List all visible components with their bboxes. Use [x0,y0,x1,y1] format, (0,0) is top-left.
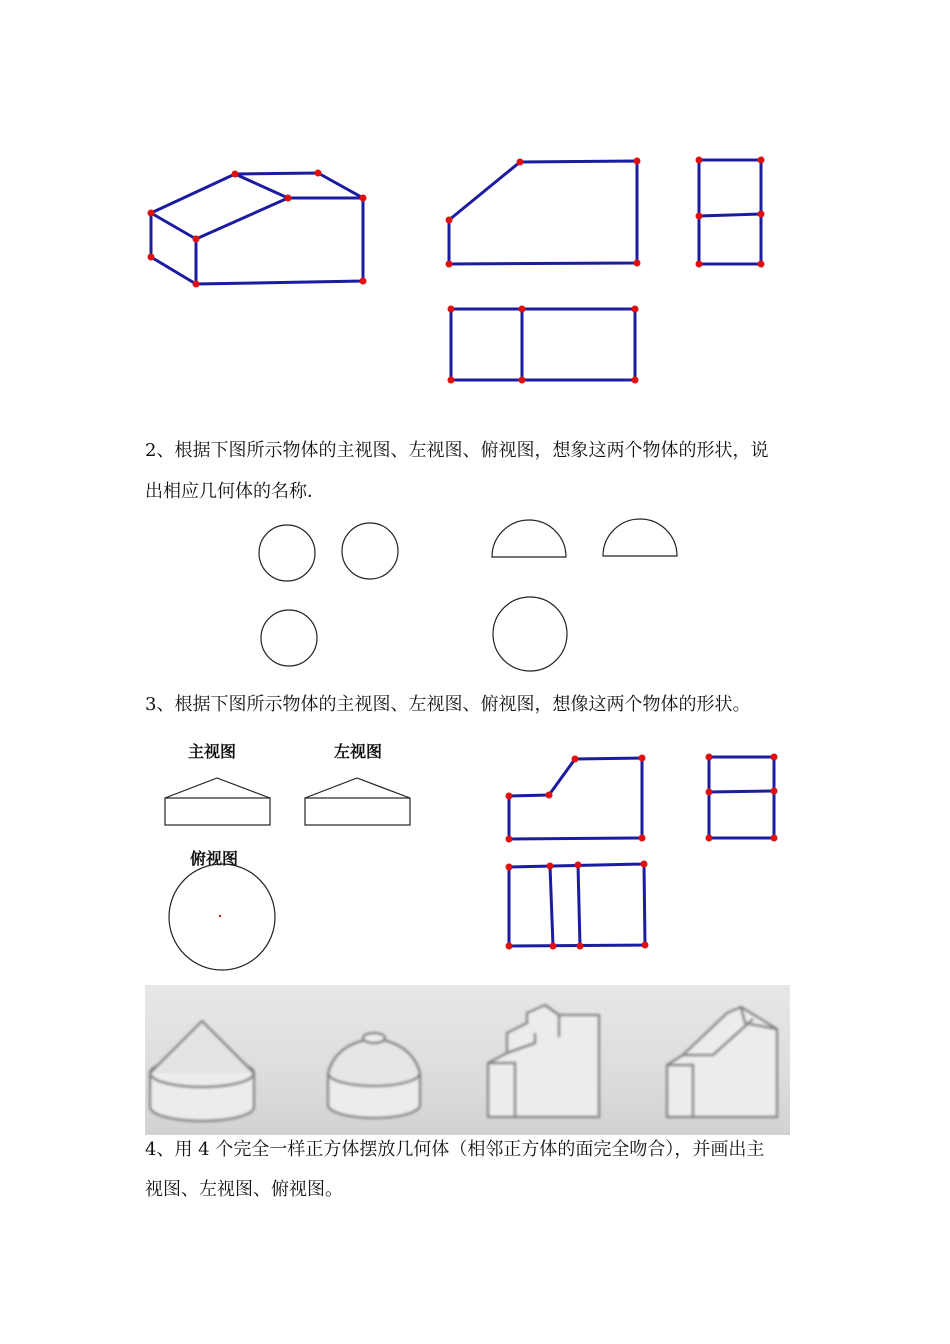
stepped-block-photo [488,1005,599,1117]
front-view-label: 主视图 [188,742,237,761]
stepped-front-view [506,755,646,843]
dome-on-cylinder-photo [328,1033,420,1118]
cone-cylinder-left-view [305,778,410,825]
cone-cylinder-top-view [169,864,275,970]
cone-cylinder-front-view [165,778,270,825]
q4-text-line1: 4、用 4 个完全一样正方体摆放几何体（相邻正方体的面完全吻合），并画出主 [145,1139,765,1160]
stepped-side-view [706,754,778,842]
q2-text-line1: 2、根据下图所示物体的主视图、左视图、俯视图，想象这两个物体的形状，说 [145,440,769,461]
q2-text-line2: 出相应几何体的名称． [145,481,325,502]
cone-on-cylinder-photo [150,1021,254,1121]
top-view-label: 俯视图 [190,849,239,868]
solids-photo [145,985,790,1135]
q3-text: 3、根据下图所示物体的主视图、左视图、俯视图，想像这两个物体的形状。 [145,694,751,715]
ramp-block-photo [667,1007,777,1117]
left-view-label: 左视图 [334,742,383,761]
stepped-top-view [506,861,649,950]
q4-text-line2: 视图、左视图、俯视图。 [145,1179,343,1200]
